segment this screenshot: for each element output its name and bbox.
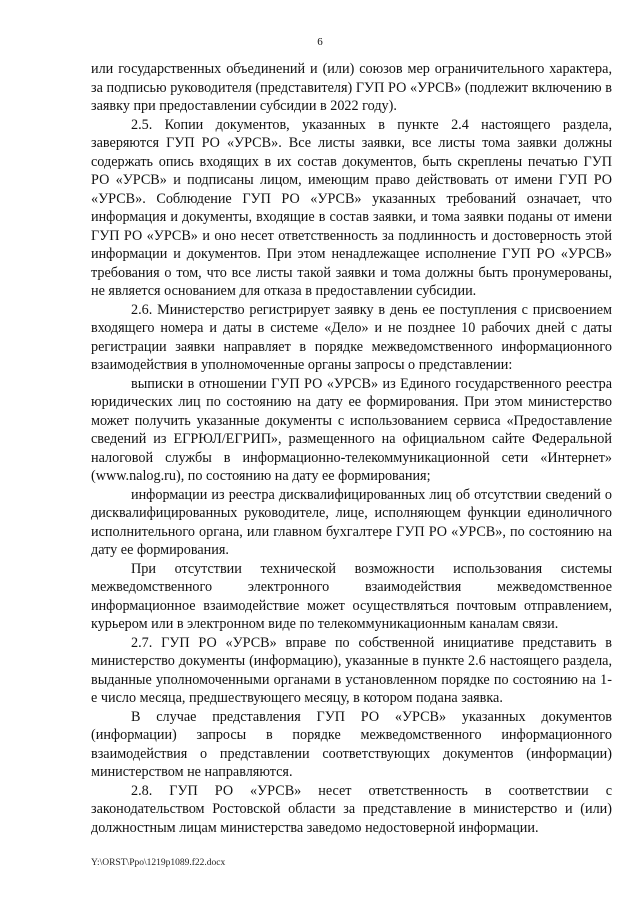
paragraph-2-8: 2.8. ГУП РО «УРСВ» несет ответственность в соответствии с законодательством Ростовской области за представление в министерство и (или) должностным лицам министерства заведомо недостоверной информации. bbox=[91, 782, 612, 836]
paragraph-requests-not-sent: В случае представления ГУП РО «УРСВ» указанных документов (информации) запросы в порядке межведомственного информационного взаимодействия о представлении соответствующих документов (информации) министерством не направляются. bbox=[91, 708, 612, 780]
paragraph-continuation: или государственных объединений и (или) союзов мер ограничительного характера, за подписью руководителя (представителя) ГУП РО «УРСВ» (подлежит включению в заявку при предоставлении субсидии в 2022 году). bbox=[91, 61, 612, 114]
paragraph-no-technical-possibility: При отсутствии технической возможности использования системы межведомственного электронного взаимодействия межведомственное информационное взаимодействие может осуществляться почтовым отправлением, курьером или в электронном виде по телекоммуникационным каналам связи. bbox=[91, 560, 612, 632]
paragraph-2-6: 2.6. Министерство регистрирует заявку в день ее поступления с присвоением входящего номера и даты в системе «Дело» и не позднее 10 рабочих дней с даты регистрации заявки направляет в порядке межведомственного информационного взаимодействия в уполномоченные органы запросы о представлении: bbox=[91, 301, 612, 373]
page-number: 6 bbox=[317, 36, 323, 48]
paragraph-2-5: 2.5. Копии документов, указанных в пункте 2.4 настоящего раздела, заверяются ГУП РО «УРСВ». Все листы заявки, все листы тома заявки должны содержать опись входящих в их состав документов, быть скреплены печатью ГУП РО «УРСВ» и подписаны лицом, имеющим право действовать от имени ГУП РО «УРСВ». Соблюдение ГУП РО «УРСВ» указанных требований означает, что информация и документы, входящие в состав заявки, и тома заявки поданы от имени ГУП РО «УРСВ» и оно несет ответственность за подлинность и достоверность этой информации и документов. При этом ненадлежащее исполнение ГУП РО «УРСВ» требования о том, что все листы такой заявки и тома должны быть пронумерованы, не является основанием для отказа в предоставлении субсидии. bbox=[91, 116, 612, 299]
footer-file-path: Y:\ORST\Ppo\1219p1089.f22.docx bbox=[91, 858, 226, 868]
paragraph-egrul-extract: выписки в отношении ГУП РО «УРСВ» из Единого государственного реестра юридических лиц по состоянию на дату ее формирования. При этом министерство может получить указанные документы с использованием сервиса «Предоставление сведений из ЕГРЮЛ/ЕГРИП», размещенного на официальном сайте Федеральной налоговой службы в информационно-телекоммуникационной сети «Интернет» (www.nalog.ru), по состоянию на дату ее формирования; bbox=[91, 375, 612, 484]
document-body bbox=[91, 60, 612, 837]
paragraph-disqualified-registry: информации из реестра дисквалифицированных лиц об отсутствии сведений о дисквалифицированных руководителе, лице, исполняющем функции единоличного исполнительного органа, или главном бухгалтере ГУП РО «УРСВ», по состоянию на дату ее формирования. bbox=[91, 486, 612, 558]
paragraph-2-7: 2.7. ГУП РО «УРСВ» вправе по собственной инициативе представить в министерство документы (информацию), указанные в пункте 2.6 настоящего раздела, выданные уполномоченными органами в установленном порядке по состоянию на 1-е число месяца, предшествующего месяцу, в котором подана заявка. bbox=[91, 634, 612, 706]
